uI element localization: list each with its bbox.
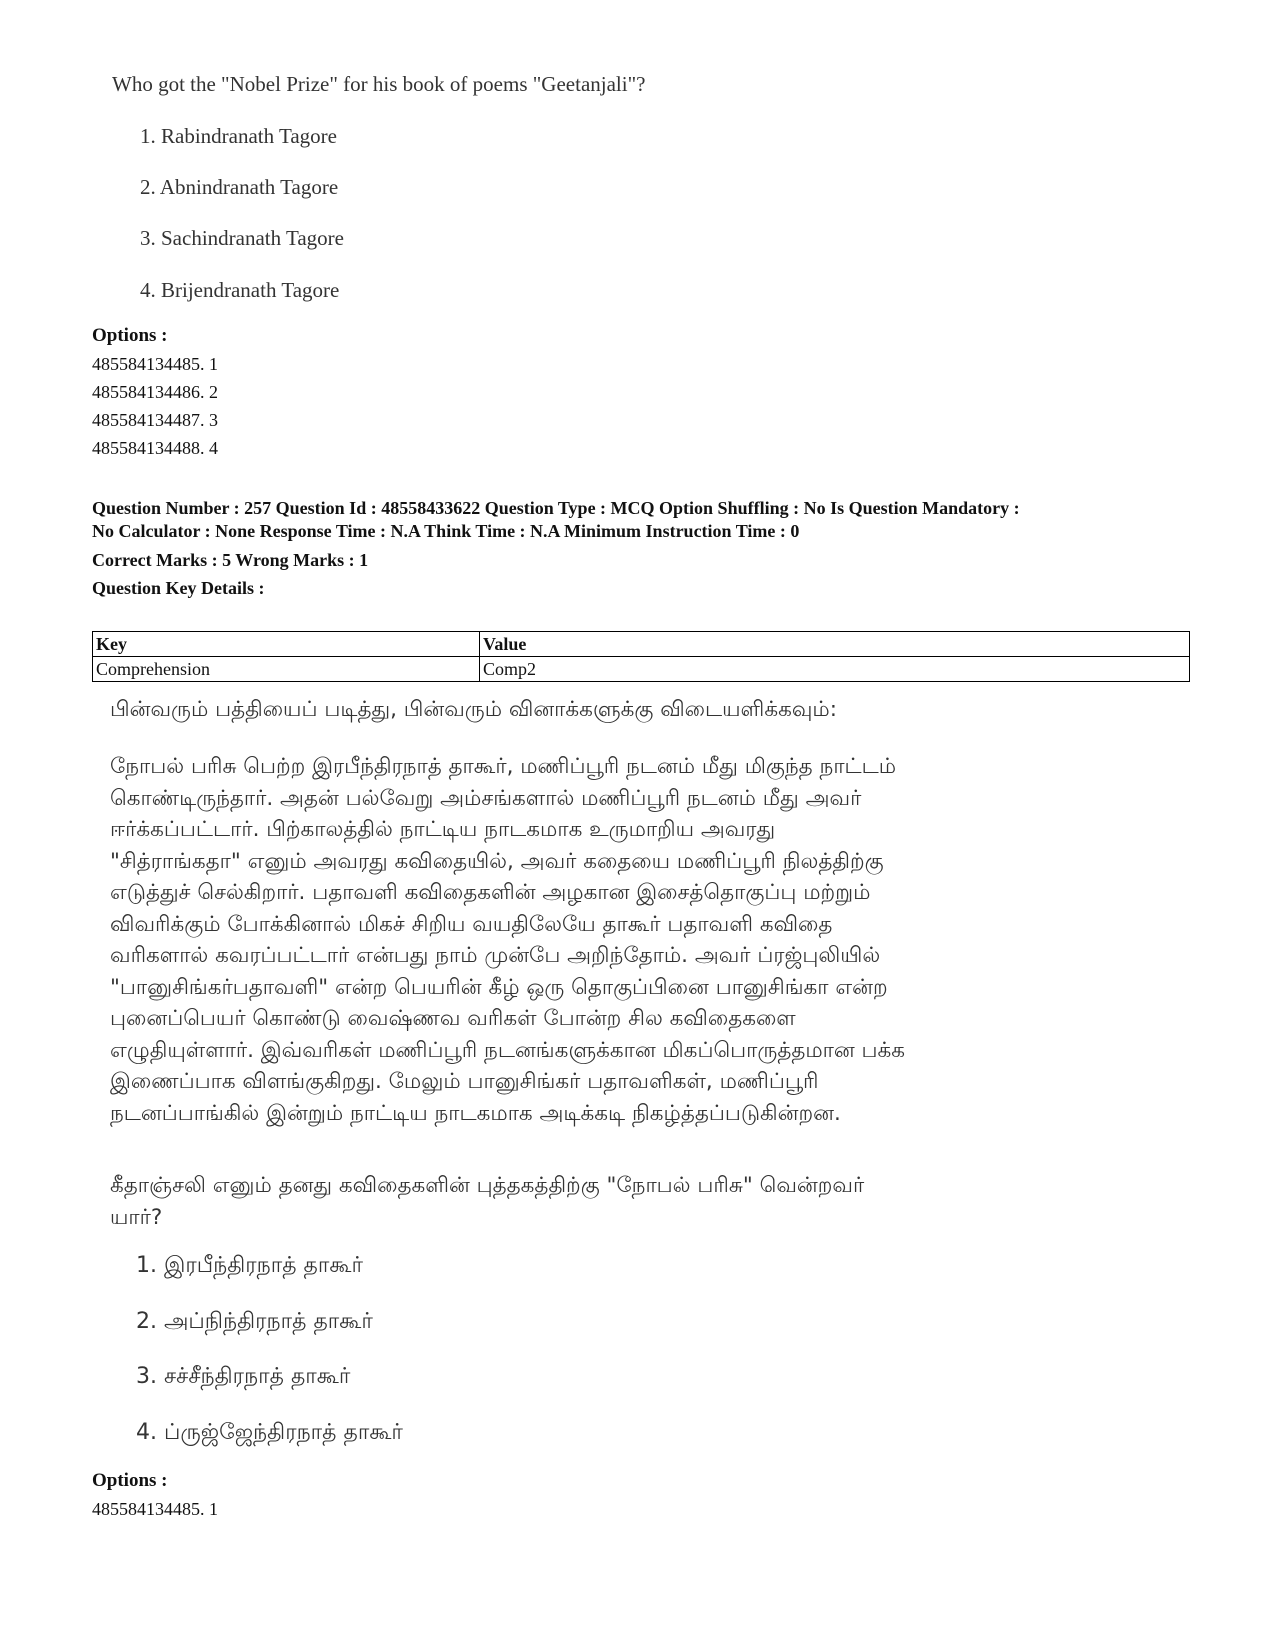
question-meta xyxy=(92,497,1192,543)
key-details-label: Question Key Details : xyxy=(92,578,265,598)
table-header-cell: Value xyxy=(480,632,1190,657)
question-line: கீதாஞ்சலி எனும் தனது கவிதைகளின் புத்தகத்திற்கு "நோபல் பரிசு" வென்றவர் xyxy=(110,1173,865,1198)
question-line: யார்? xyxy=(110,1204,163,1230)
marks-line: Correct Marks : 5 Wrong Marks : 1 xyxy=(92,550,369,570)
passage-line: எழுதியுள்ளார். இவ்வரிகள் மணிப்பூரி நடனங்களுக்கான மிகப்பொருத்தமான பக்க xyxy=(110,1037,906,1063)
passage-line: நடனப்பாங்கில் இன்றும் நாட்டிய நாடகமாக அடிக்கடி நிகழ்த்தப்படுகின்றன. xyxy=(110,1100,841,1126)
table-cell: Comprehension xyxy=(93,657,480,682)
key-details-table xyxy=(92,631,1190,682)
question-text-english: Who got the "Nobel Prize" for his book of poems "Geetanjali"? xyxy=(112,72,646,96)
answer-choice: 4. ப்ருஜ்ஜேந்திரநாத் தாகூர் xyxy=(136,1420,403,1445)
passage-line: நோபல் பரிசு பெற்ற இரபீந்திரநாத் தாகூர், மணிப்பூரி நடனம் மீது மிகுந்த நாட்டம் xyxy=(110,754,897,779)
question-meta-line: No Calculator : None Response Time : N.A Think Time : N.A Minimum Instruction Time : 0 xyxy=(92,521,800,541)
passage-line: வரிகளால் கவரப்பட்டார் என்பது நாம் முன்பே அறிந்தோம். அவர் ப்ரஜ்புலியில் xyxy=(110,943,881,968)
options-label: Options : xyxy=(92,1470,168,1491)
option-id: 485584134485. 1 xyxy=(92,354,218,374)
passage-line: "சித்ராங்கதா" எனும் அவரது கவிதையில், அவர் கதையை மணிப்பூரி நிலத்திற்கு xyxy=(110,848,884,874)
passage-line: எடுத்துச் செல்கிறார். பதாவளி கவிதைகளின் அழகான இசைத்தொகுப்பு மற்றும் xyxy=(110,880,871,905)
answer-choice: 4. Brijendranath Tagore xyxy=(140,278,340,302)
answer-choice: 1. Rabindranath Tagore xyxy=(140,124,337,148)
passage-line: கொண்டிருந்தார். அதன் பல்வேறு அம்சங்களால் மணிப்பூரி நடனம் மீது அவர் xyxy=(110,785,862,811)
passage-line: ஈர்க்கப்பட்டார். பிற்காலத்தில் நாட்டிய நாடகமாக உருமாறிய அவரது xyxy=(110,817,776,842)
comprehension-passage xyxy=(110,751,1200,1129)
answer-choice: 3. Sachindranath Tagore xyxy=(140,226,344,250)
answer-choice: 3. சச்சீந்திரநாத் தாகூர் xyxy=(136,1364,351,1389)
passage-instruction: பின்வரும் பத்தியைப் படித்து, பின்வரும் வினாக்களுக்கு விடையளிக்கவும்: xyxy=(110,697,837,722)
answer-choice: 2. Abnindranath Tagore xyxy=(140,175,339,199)
option-id: 485584134485. 1 xyxy=(92,1499,218,1519)
question-meta-line: Question Number : 257 Question Id : 48558433622 Question Type : MCQ Option Shuffling : No Is Question Mandatory : xyxy=(92,498,1020,518)
table-cell: Comp2 xyxy=(480,657,1190,682)
table-row xyxy=(93,657,1190,682)
option-id: 485584134487. 3 xyxy=(92,410,218,430)
passage-line: புனைப்பெயர் கொண்டு வைஷ்ணவ வரிகள் போன்ற சில கவிதைகளை xyxy=(110,1006,796,1031)
question-text-tamil xyxy=(110,1170,1200,1233)
passage-line: இணைப்பாக விளங்குகிறது. மேலும் பானுசிங்கர் பதாவளிகள், மணிப்பூரி xyxy=(110,1069,819,1094)
option-id: 485584134488. 4 xyxy=(92,438,218,458)
passage-line: "பானுசிங்கர்பதாவளி" என்ற பெயரின் கீழ் ஒரு தொகுப்பினை பானுசிங்கா என்ற xyxy=(110,974,888,1000)
option-id: 485584134486. 2 xyxy=(92,382,218,402)
answer-choice: 2. அப்நிந்திரநாத் தாகூர் xyxy=(136,1309,373,1334)
table-header-cell: Key xyxy=(93,632,480,657)
table-header-row xyxy=(93,632,1190,657)
answer-choice: 1. இரபீந்திரநாத் தாகூர் xyxy=(136,1253,363,1278)
passage-line: விவரிக்கும் போக்கினால் மிகச் சிறிய வயதிலேயே தாகூர் பதாவளி கவிதை xyxy=(110,911,833,937)
options-label: Options : xyxy=(92,325,168,346)
